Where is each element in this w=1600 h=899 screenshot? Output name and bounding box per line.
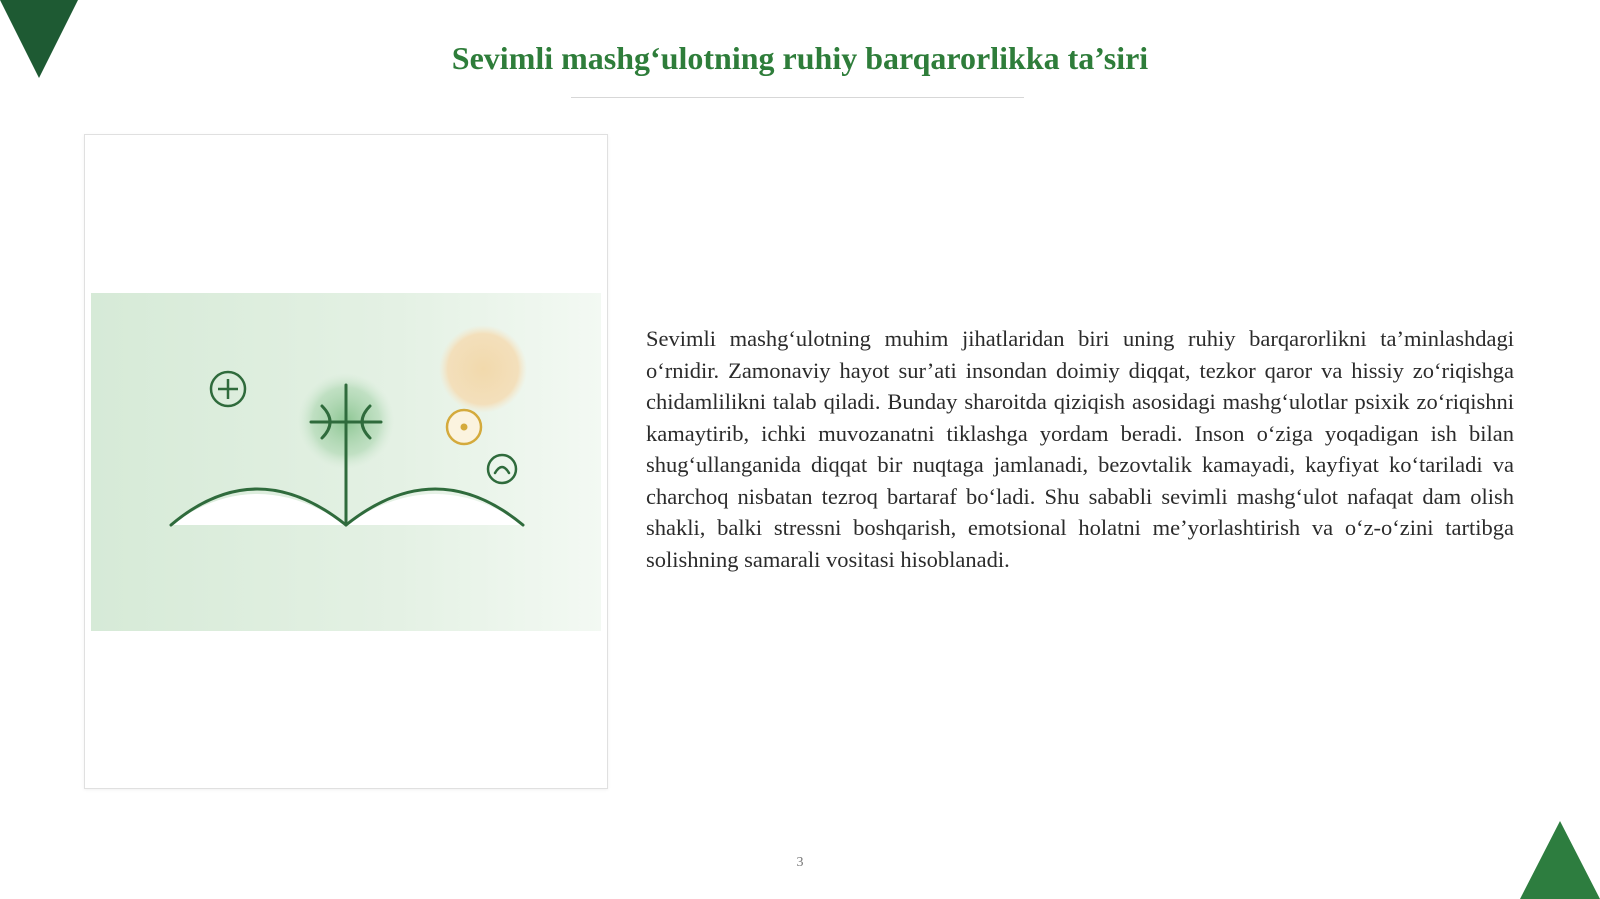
page-number: 3 bbox=[796, 855, 804, 870]
slide-title: Sevimli mashg‘ulotning ruhiy barqarorlikka ta’siri bbox=[451, 40, 1149, 76]
growth-illustration bbox=[91, 293, 601, 631]
sun-icon bbox=[439, 325, 527, 413]
title-divider bbox=[571, 97, 1024, 98]
corner-triangle-bottom-right bbox=[1520, 821, 1600, 899]
target-circle-icon bbox=[447, 410, 481, 444]
slide-body-text: Sevimli mashg‘ulotning muhim jihatlaridan biri uning ruhiy barqarorlikni ta’minlashdagi o‘rnidir. Zamonaviy hayot sur’ati insondan doimiy diqqat, tezkor qaror va hissiy zo‘riqishga chidamlilikni talab qiladi. Bunday sharoitda qiziqish asosidagi mashg‘ulotlar psixik zo‘riqishni kamaytirib, ichki muvozanatni tiklashga yordam beradi. Inson o‘ziga yoqadigan ish bilan shug‘ullanganida diqqat bir nuqtaga jamlanadi, bezovtalik kamayadi, kayfiyat ko‘tariladi va charchoq nisbatan tezroq bartaraf bo‘ladi. Shu sababli sevimli mashg‘ulot nafaqat dam olish shakli, balki stressni boshqarish, emotsional holatni me’yorlashtirish va o‘z-o‘zini tartibga solishning samarali vositasi hisoblanadi. bbox=[646, 326, 1514, 572]
illustration-frame bbox=[84, 134, 608, 789]
